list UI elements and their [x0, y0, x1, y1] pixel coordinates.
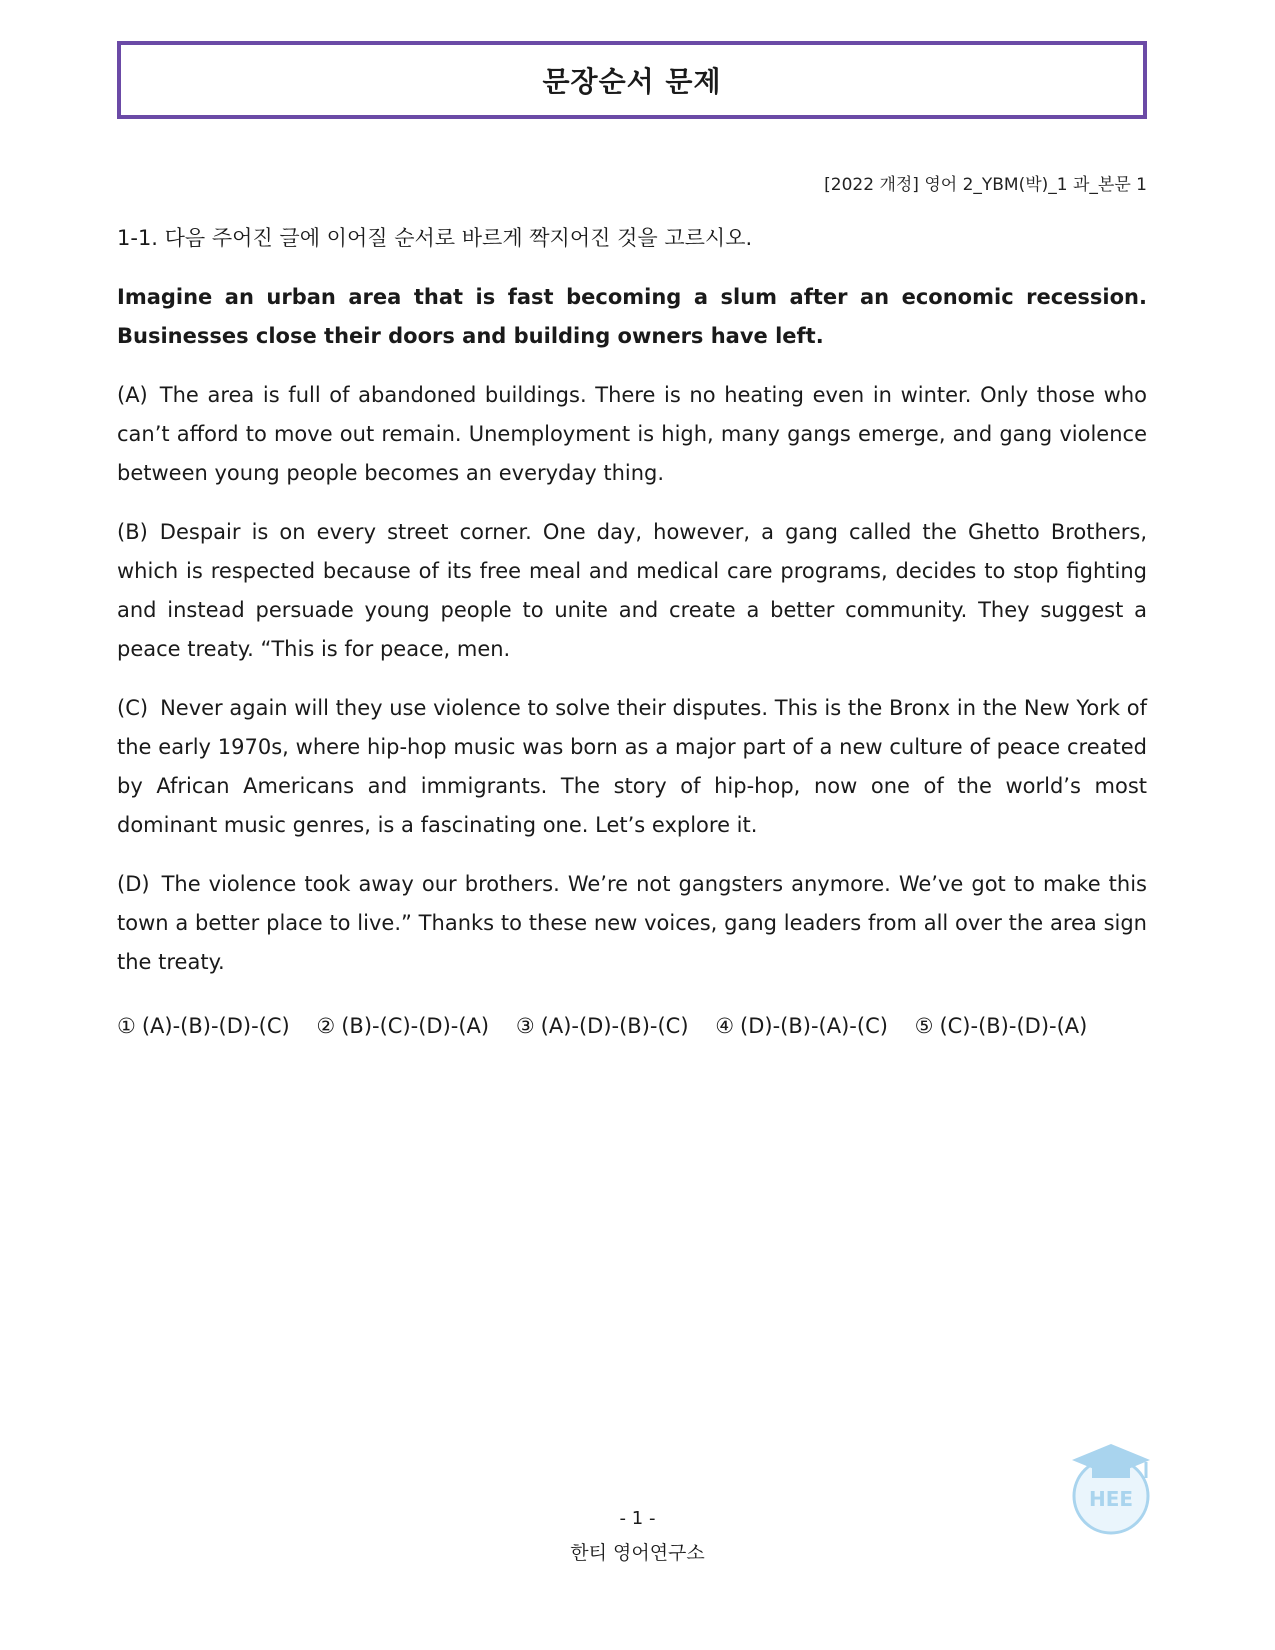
choice-text: (B)-(C)-(D)-(A): [341, 1014, 490, 1038]
choice-number: ⑤: [914, 1014, 934, 1038]
paragraph-text: Never again will they use violence to solve their disputes. This is the Bronx in the New York of the early 1970s, where hip-hop music was born as a major part of a new culture of peace created by African Americans and immigrants. The story of hip-hop, now one of the world’s most dominant music genres, is a fascinating one. Let’s explore it.: [117, 696, 1147, 837]
paragraph-c: [117, 689, 1147, 845]
paragraph-text: The area is full of abandoned buildings. There is no heating even in winter. Only those who can’t afford to move out remain. Unemployment is high, many gangs emerge, and gang violence between young people becomes an everyday thing.: [117, 383, 1147, 485]
choice-3[interactable]: [516, 1014, 689, 1038]
paragraph-text: The violence took away our brothers. We’re not gangsters anymore. We’ve got to make this town a better place to live.” Thanks to these new voices, gang leaders from all over the area sign the treaty.: [117, 872, 1147, 974]
logo-text: HEE: [1088, 1487, 1134, 1511]
choice-text: (D)-(B)-(A)-(C): [740, 1014, 888, 1038]
passage: [117, 278, 1147, 1002]
page-title: 문장순서 문제: [542, 65, 722, 98]
choice-text: (C)-(B)-(D)-(A): [939, 1014, 1088, 1038]
paragraph-d: [117, 865, 1147, 982]
choice-text: (A)-(B)-(D)-(C): [141, 1014, 290, 1038]
choice-text: (A)-(D)-(B)-(C): [540, 1014, 689, 1038]
choice-number: ①: [117, 1014, 136, 1038]
choice-4[interactable]: [715, 1014, 888, 1038]
question-prompt: 1-1. 다음 주어진 글에 이어질 순서로 바르게 짝지어진 것을 고르시오.: [117, 226, 753, 250]
answer-choices: [117, 1014, 1107, 1038]
paragraph-tag: (A): [117, 383, 148, 407]
paragraph-tag: (C): [117, 696, 149, 720]
source-label: [2022 개정] 영어 2_YBM(박)_1 과_본문 1: [824, 175, 1147, 195]
choice-number: ④: [715, 1014, 735, 1038]
paragraph-b: [117, 513, 1147, 669]
title-box: [117, 41, 1147, 119]
choice-number: ③: [515, 1014, 535, 1038]
page-number: - 1 -: [619, 1508, 656, 1529]
choice-1[interactable]: [117, 1014, 290, 1038]
paragraph-tag: (D): [117, 872, 150, 896]
paragraph-tag: (B): [117, 520, 148, 544]
paragraph-text: Despair is on every street corner. One day, however, a gang called the Ghetto Brothers, which is respected because of its free meal and medical care programs, decides to stop fighting and instead persuade young people to unite and create a better community. They suggest a peace treaty. “This is for peace, men.: [117, 520, 1147, 661]
choice-2[interactable]: [316, 1014, 489, 1038]
footer-org: 한티 영어연구소: [570, 1542, 705, 1564]
passage-lead: Imagine an urban area that is fast becoming a slum after an economic recession. Businesses close their doors and building owners have left.: [117, 285, 1147, 348]
paragraph-a: [117, 376, 1147, 493]
choice-5[interactable]: [915, 1014, 1088, 1038]
choice-number: ②: [316, 1014, 336, 1038]
